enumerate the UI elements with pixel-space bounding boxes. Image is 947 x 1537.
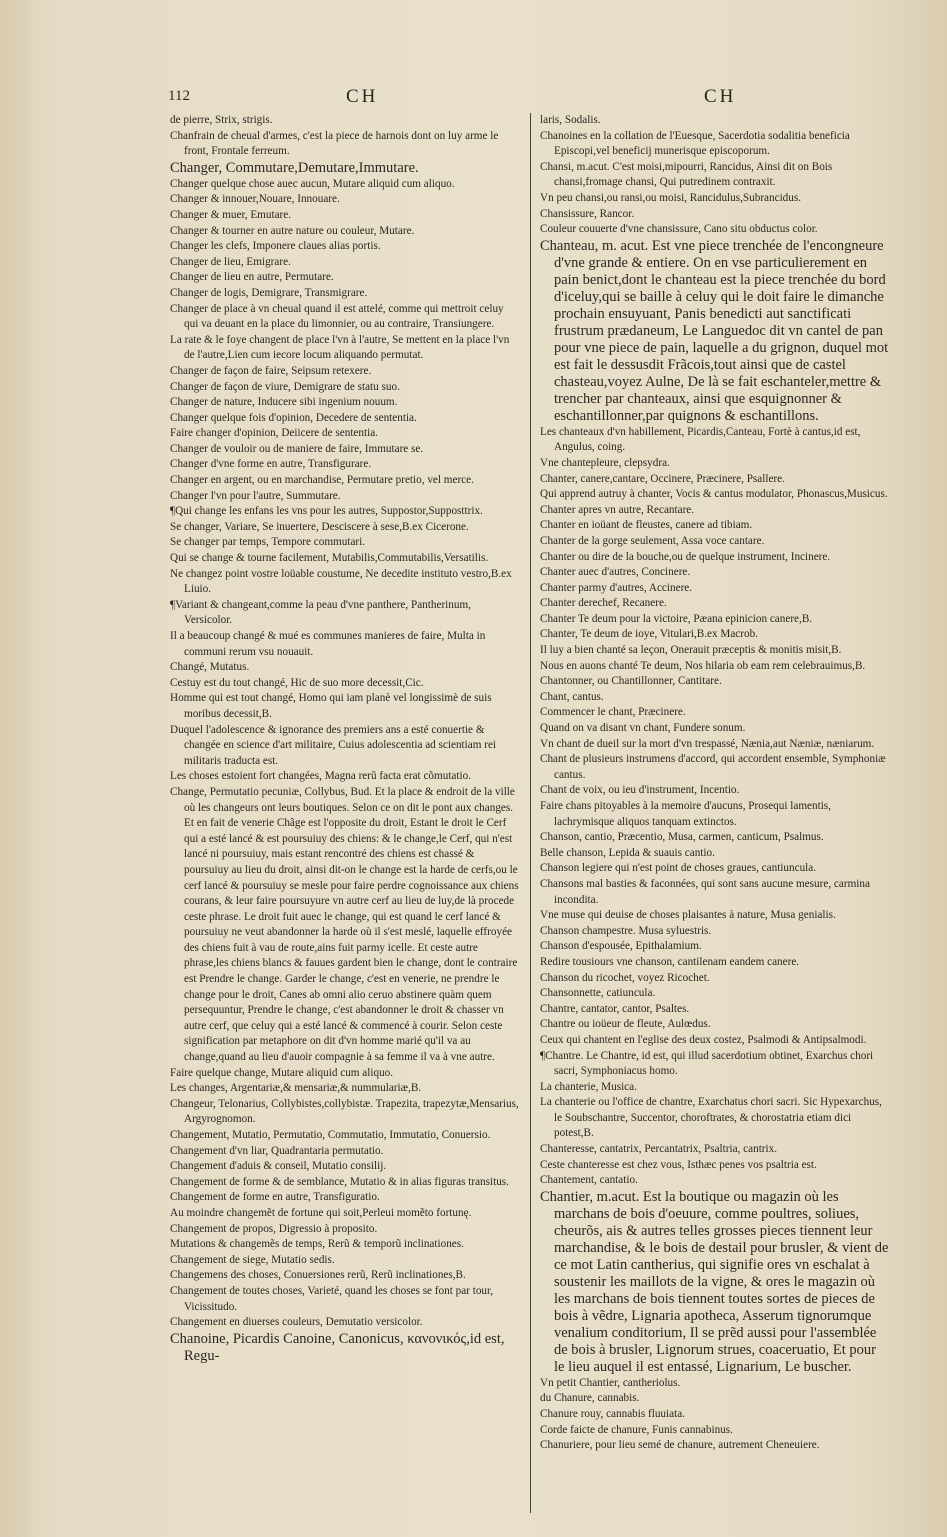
dictionary-entry: Il a beaucoup changé & mué es communes manieres de faire, Multa in communi rerum vsu nouauit.	[170, 630, 486, 658]
dictionary-entry: Changer de façon de viure, Demigrare de statu suo.	[170, 380, 400, 393]
dictionary-entry: Chanter derechef, Recanere.	[540, 597, 667, 610]
dictionary-entry: Chanuriere, pour lieu semé de chanure, autrement Cheneuiere.	[540, 1439, 820, 1452]
dictionary-entry: Commencer le chant, Præcinere.	[540, 706, 686, 719]
dictionary-entry: Ne changez point vostre loüable coustume, Ne decedite instituto vestro,B.ex Liuio.	[170, 567, 512, 596]
dictionary-entry: ¶Qui change les enfans les vns pour les autres, Suppostor,Supposttrix.	[170, 505, 483, 518]
dictionary-entry: Il luy a bien chanté sa leçon, Onerauit præceptis & monitis misit,B.	[540, 644, 842, 657]
dictionary-entry: Chanter de la gorge seulement, Assa voce cantare.	[540, 534, 765, 547]
dictionary-entry: Qui se change & tourne facilement, Mutabilis,Commutabilis,Versatilis.	[170, 552, 489, 565]
right-column	[540, 113, 890, 1523]
dictionary-entry: Changement en diuerses couleurs, Demutatio versicolor.	[170, 1316, 423, 1329]
dictionary-entry: Changer de vouloir ou de maniere de faire, Immutare se.	[170, 442, 424, 455]
dictionary-entry: Les choses estoient fort changées, Magna rerũ facta erat cõmutatio.	[170, 770, 472, 783]
dictionary-entry: Chanson du ricochet, voyez Ricochet.	[540, 971, 710, 984]
dictionary-entry: ¶Chantre. Le Chantre, id est, qui illud sacerdotium obtinet, Exarchus chori sacri, Symphoniacus homo.	[540, 1049, 874, 1078]
dictionary-entry: Changement d'vn liar, Quadrantaria permutatio.	[170, 1144, 384, 1157]
dictionary-entry: Chanson d'espousée, Epithalamium.	[540, 940, 702, 953]
dictionary-entry: Au moindre changemẽt de fortune qui soit,Perleui momẽto fortunę.	[170, 1206, 472, 1219]
dictionary-entry: du Chanure, cannabis.	[540, 1392, 640, 1405]
dictionary-entry: Changer quelque fois d'opinion, Decedere de sententia.	[170, 411, 417, 424]
dictionary-entry: Faire chans pitoyables à la memoire d'aucuns, Prosequi lamentis, lachrymisque aliquos tanquam extinctos.	[540, 800, 831, 828]
dictionary-entry: Chantonner, ou Chantillonner, Cantitare.	[540, 675, 722, 688]
dictionary-entry: Chanter en ioüant de fleustes, canere ad tibiam.	[540, 519, 753, 532]
dictionary-entry: Les chanteaux d'vn habillement, Picardis,Canteau, Fortè à cantus,id est, Angulus, coing.	[540, 425, 861, 454]
dictionary-entry: Chanteau, m. acut. Est vne piece trenchée de l'encongneure d'vne grande & entiere. On en vse particulierement en pain benict,dont le chanteau est la piece trenchée du bord d'iceluy,qui se baille à celuy qui le doit faire le dimanche prochain ensuyuant, Panis benedicti aut sanctificati frustrum prædaneum, Le Languedoc dit vn cantel de pan pour vne piece de pain, laquelle a du grignon, duquel mot est fait le dessusdit Frãcois,tout ainsi que de castel chasteau,voyez Aulne, De là se fait eschanteler,mettre & trencher par chanteaux, ainsi que esquignonner & eschantillonner,par quignons & eschantillons.	[540, 237, 889, 424]
dictionary-entry: Changement de propos, Digressio à proposito.	[170, 1222, 378, 1235]
dictionary-entry: Changer quelque chose auec aucun, Mutare aliquid cum aliquo.	[170, 177, 455, 190]
dictionary-entry: Vn chant de dueil sur la mort d'vn trespassé, Nænia,aut Næniæ, næniarum.	[540, 737, 875, 750]
dictionary-entry: Chanure rouy, cannabis fluuiata.	[540, 1408, 685, 1421]
dictionary-entry: Chanson legiere qui n'est point de choses graues, cantiuncula.	[540, 862, 817, 875]
dictionary-entry: La chanterie, Musica.	[540, 1080, 637, 1093]
dictionary-entry: Chanoines en la collation de l'Euesque, Sacerdotia sodalitia beneficia Episcopi,vel beneficij munerisque episcoporum.	[540, 129, 850, 158]
dictionary-entry: Vn peu chansi,ou ransi,ou moisi, Rancidulus,Subrancidus.	[540, 191, 802, 204]
dictionary-entry: Changer de lieu en autre, Permutare.	[170, 271, 334, 284]
page-header	[0, 86, 947, 112]
dictionary-entry: Qui apprend autruy à chanter, Vocis & cantus modulator, Phonascus,Musicus.	[540, 488, 888, 501]
dictionary-entry: Ceste chanteresse est chez vous, Isthæc penes vos psaltria est.	[540, 1158, 817, 1171]
dictionary-entry: Changer de logis, Demigrare, Transmigrare.	[170, 286, 368, 299]
dictionary-entry: Vne chantepleure, clepsydra.	[540, 456, 670, 469]
dictionary-entry: Chantre ou ioüeur de fleute, Aulœdus.	[540, 1018, 711, 1031]
dictionary-entry: Mutations & changemẽs de temps, Rerũ & temporũ inclinationes.	[170, 1238, 464, 1251]
dictionary-entry: Chanter parmy d'autres, Accinere.	[540, 581, 693, 594]
dictionary-entry: Changer & muer, Emutare.	[170, 208, 292, 221]
dictionary-entry: Chanoine, Picardis Canoine, Canonicus, κανονικός,id est, Regu-	[170, 1330, 505, 1364]
dictionary-entry: de pierre, Strix, strigis.	[170, 114, 273, 126]
dictionary-entry: Chantement, cantatio.	[540, 1174, 638, 1187]
dictionary-entry: Changeur, Telonarius, Collybistes,collybistæ. Trapezita, trapezytæ,Mensarius, Argyrognomon.	[170, 1097, 519, 1126]
dictionary-entry: Chant de voix, ou ieu d'instrument, Incentio.	[540, 784, 740, 797]
dictionary-entry: Chanson champestre. Musa syluestris.	[540, 924, 712, 937]
dictionary-entry: Chansissure, Rancor.	[540, 207, 635, 220]
dictionary-entry: Changer d'vne forme en autre, Transfigurare.	[170, 458, 372, 471]
dictionary-entry: Chant, cantus.	[540, 690, 604, 703]
dictionary-entry: Changer & tourner en autre nature ou couleur, Mutare.	[170, 224, 415, 237]
page-number: 112	[168, 88, 190, 104]
dictionary-entry: Chanter auec d'autres, Concinere.	[540, 566, 691, 579]
dictionary-entry: Faire quelque change, Mutare aliquid cum aliquo.	[170, 1066, 394, 1079]
dictionary-entry: Changer & innouer,Nouare, Innouare.	[170, 193, 340, 206]
dictionary-entry: Faire changer d'opinion, Deiicere de sententia.	[170, 427, 378, 440]
dictionary-entry: Couleur couuerte d'vne chansissure, Cano situ obductus color.	[540, 223, 818, 236]
dictionary-entry: Vne muse qui deuise de choses plaisantes à nature, Musa genialis.	[540, 909, 836, 922]
dictionary-entry: Vn petit Chantier, cantheriolus.	[540, 1376, 681, 1389]
dictionary-entry: Chanter Te deum pour la victoire, Pæana epinicion canere,B.	[540, 612, 813, 625]
dictionary-entry: Se changer, Variare, Se inuertere, Desciscere à sese,B.ex Cicerone.	[170, 520, 469, 533]
dictionary-entry: Changemens des choses, Conuersiones rerũ, Rerũ inclinationes,B.	[170, 1269, 466, 1282]
dictionary-entry: Changer l'vn pour l'autre, Summutare.	[170, 489, 341, 502]
dictionary-entry: Chansonnette, catiuncula.	[540, 987, 656, 1000]
dictionary-entry: Chanter, canere,cantare, Occinere, Præcinere, Psallere.	[540, 472, 785, 485]
dictionary-entry: Chanter ou dire de la bouche,ou de quelque instrument, Incinere.	[540, 550, 831, 563]
dictionary-entry: Duquel l'adolescence & ignorance des premiers ans a esté conuertie & changée en science d'art militaire, Cuius adolescentia ad scientiam rei militaris traducta est.	[170, 723, 497, 767]
dictionary-entry: Redire tousiours vne chanson, cantilenam eandem canere.	[540, 955, 800, 968]
dictionary-entry: Chansons mal basties & faconnées, qui sont sans aucune mesure, carmina incondita.	[540, 877, 870, 906]
dictionary-entry: Ceux qui chantent en l'eglise des deux costez, Psalmodi & Antipsalmodi.	[540, 1033, 867, 1046]
dictionary-entry: Changement de forme en autre, Transfiguratio.	[170, 1191, 380, 1204]
dictionary-entry: Changer les clefs, Imponere claues alias portis.	[170, 240, 381, 253]
dictionary-entry: Chanter, Te deum de ioye, Vitulari,B.ex Macrob.	[540, 628, 758, 641]
dictionary-entry: Chantre, cantator, cantor, Psaltes.	[540, 1002, 690, 1015]
dictionary-entry: Changement de forme & de semblance, Mutatio & in alias figuras transitus.	[170, 1175, 509, 1188]
left-column	[170, 113, 520, 1523]
dictionary-entry: Quand on va disant vn chant, Fundere sonum.	[540, 722, 746, 735]
dictionary-entry: Chanter apres vn autre, Recantare.	[540, 503, 695, 516]
dictionary-entry: Changé, Mutatus.	[170, 661, 250, 674]
dictionary-entry: Chanteresse, cantatrix, Percantatrix, Psaltria, cantrix.	[540, 1143, 778, 1156]
dictionary-entry: Changement de toutes choses, Varieté, quand les choses se font par tour, Vicissitudo.	[170, 1284, 494, 1313]
dictionary-entry: Changer de lieu, Emigrare.	[170, 255, 291, 268]
dictionary-entry: Changement, Mutatio, Permutatio, Commutatio, Immutatio, Conuersio.	[170, 1129, 491, 1141]
dictionary-entry: ¶Variant & changeant,comme la peau d'vne panthere, Pantherinum, Versicolor.	[170, 598, 471, 627]
dictionary-entry: Changer, Commutare,Demutare,Immutare.	[170, 159, 419, 176]
dictionary-entry: Changer de façon de faire, Seipsum retexere.	[170, 364, 372, 377]
dictionary-entry: Corde faicte de chanure, Funis cannabinus.	[540, 1423, 733, 1436]
dictionary-entry: Changer de place à vn cheual quand il est attelé, comme qui mettroit celuy qui va deuant en la place du limonnier, ou au contraire, Transiungere.	[170, 302, 504, 331]
dictionary-entry: La chanterie ou l'office de chantre, Exarchatus chori sacri. Sic Hypexarchus, le Soubschantre, Succentor, choroftrates, & chorostatria etiam dici potest,B.	[540, 1096, 882, 1140]
dictionary-entry: Se changer par temps, Tempore commutari.	[170, 536, 366, 549]
dictionary-entry: Changement de siege, Mutatio sedis.	[170, 1253, 335, 1266]
running-head-right: CH	[704, 86, 737, 107]
dictionary-entry: Les changes, Argentariæ,& mensariæ,& nummulariæ,B.	[170, 1082, 422, 1095]
dictionary-entry: Change, Permutatio pecuniæ, Collybus, Bud. Et la place & endroit de la ville où les changeurs ont leurs boutiques. Selon ce on dit le pont aux changes. Et en fait de venerie Chãge est l'opposite du droit, Estant le droit le Cerf qui a esté lancé & est poursuiuy des chiens: & le change,le Cerf, qui n'est lancé ni poursuiuy, mais estant rencontré des chiens est chassé & poursuiuy au lieu du droit, ainsi dit-on le change est la harde de cerfs,ou le cerf lancé & poursuiuy se mesle pour faire perdre cognoissance aux chiens courans, & leur faire poursuyure vn autre cerf au lieu de luy,de là procede ceste phrase. Le droit fuit auec le change, qui est quand le cerf lancé & poursuiuy ne veut abandonner la harde où il s'est meslé, laquelle effroyée des chiens fuit à vau de route,ains fuit parmy icelle. Et ceste autre phrase,les chiens blancs & fauues gardent bien le change, dont le contraire est Prendre le change. Garder le change, c'est en venerie, ne prendre le change pour le droit, Canes ab omni alio ceruo abstinere quàm quem persequuntur, Prendre le change, c'est abandonner le droit & chasser vn autre cerf, que celuy qui a esté lancé & commencé à courir. Selon ceste signification par metaphore on dit d'vn homme marié qu'il va au change,quand au lieu d'auoir compagnie à sa femme il va à vne autre.	[170, 785, 519, 1064]
dictionary-entry: Homme qui est tout changé, Homo qui iam planè vel longissimè de suis moribus decessit,B.	[170, 692, 492, 720]
dictionary-entry: Cestuy est du tout changé, Hic de suo more decessit,Cic.	[170, 676, 424, 689]
dictionary-entry: Chanson, cantio, Præcentio, Musa, carmen, canticum, Psalmus.	[540, 831, 824, 844]
dictionary-entry: Changer en argent, ou en marchandise, Permutare pretio, vel merce.	[170, 474, 474, 487]
dictionary-entry: La rate & le foye changent de place l'vn à l'autre, Se mettent en la place l'vn de l'autre,Lien cum iecore locum aliquando permutat.	[170, 333, 510, 362]
dictionary-entry: Chant de plusieurs instrumens d'accord, qui accordent ensemble, Symphoniæ cantus.	[540, 753, 886, 781]
dictionary-entry: Nous en auons chanté Te deum, Nos hilaria ob eam rem celebrauimus,B.	[540, 659, 866, 672]
dictionary-entry: laris, Sodalis.	[540, 114, 601, 126]
dictionary-entry: Chansi, m.acut. C'est moisi,mipourri, Rancidus, Ainsi dit on Bois chansi,fromage chansi, Qui putredinem contraxit.	[540, 160, 833, 189]
dictionary-entry: Changement d'aduis & conseil, Mutatio consilij.	[170, 1160, 387, 1173]
running-head-left: CH	[346, 86, 379, 107]
column-divider	[530, 113, 531, 1513]
dictionary-entry: Changer de nature, Inducere sibi ingenium nouum.	[170, 396, 398, 409]
dictionary-entry: Chantier, m.acut. Est la boutique ou magazin où les marchans de bois d'oeuure, comme poultres, soliues, cheurõs, ais & autres telles grosses pieces tiennent leur marchandise, & le bois de destail pour brusler, & vient de ce mot Latin cantherius, qui signifie ores vn eschalat à soustenir les maillots de la vigne, & ores le magazin où les marchans de bois tiennent toutes sortes de pieces de bois à vẽdre, Lignaria apotheca, Asserum tignorumque venalium conditorium, Il se prẽd aussi pour l'assemblée de bois à brusler, Lignorum strues, coaceruatio, Et pour le lieu auquel il est entassé, Lignarium, Le buscher.	[540, 1188, 889, 1375]
dictionary-entry: Chanfrain de cheual d'armes, c'est la piece de harnois dont on luy arme le front, Frontale ferreum.	[170, 129, 499, 158]
dictionary-entry: Belle chanson, Lepida & suauis cantio.	[540, 846, 715, 859]
